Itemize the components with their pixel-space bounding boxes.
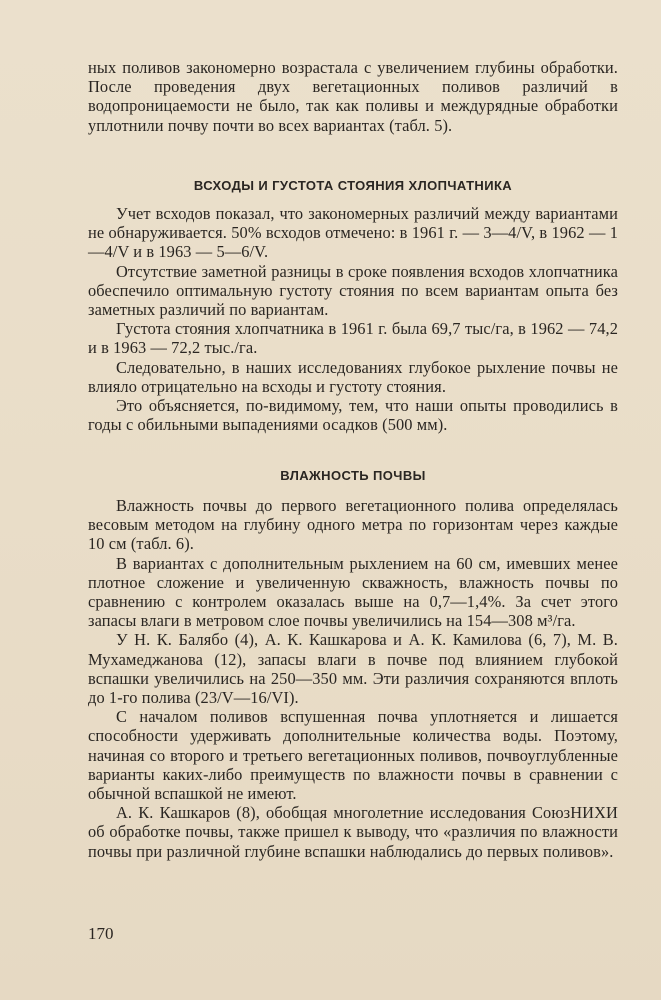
- section-heading-seedlings: ВСХОДЫ И ГУСТОТА СТОЯНИЯ ХЛОПЧАТНИКА: [193, 178, 513, 193]
- paragraph: Следовательно, в наших исследованиях глубокое рыхление почвы не влияло отрицательно на всходы и густоту стояния.: [88, 357, 618, 396]
- intro-paragraph: ных поливов закономерно возрастала с увеличением глубины обработки. После проведения двух вегетационных поливов различий в водопроницаемости не было, так как поливы и междурядные обработки уплотнили почву почти во всех вариантах (табл. 5).: [88, 58, 618, 135]
- paragraph: У Н. К. Балябо (4), А. К. Кашкарова и А. К. Камилова (6, 7), М. В. Мухамеджанова (12), запасы влаги в почве под влиянием глубокой вспашки увеличились на 250—350 мм. Эти различия сохраняются вплоть до 1-го полива (23/V—16/VI).: [88, 630, 618, 708]
- paragraph: В вариантах с дополнительным рыхлением на 60 см, имевших менее плотное сложение и увеличенную скважность, влажность почвы по сравнению с контролем оказалась выше на 0,7—1,4%. За счет этого запасы влаги в метровом слое почвы увеличились на 154—308 м³/га.: [88, 553, 618, 631]
- page-number: 170: [88, 924, 114, 943]
- intro-block: [88, 58, 618, 135]
- paragraph: С началом поливов вспушенная почва уплотняется и лишается способности удерживать дополнительные количества воды. Поэтому, начиная со второго и третьего вегетационных поливов, почвоуглубленные варианты каких-либо преимуществ по влажности почвы в сравнении с обычной вспашкой не имеют.: [88, 707, 618, 804]
- paragraph: Это объясняется, по-видимому, тем, что наши опыты проводились в годы с обильными выпадениями осадков (500 мм).: [88, 396, 618, 435]
- section-heading-moisture: ВЛАЖНОСТЬ ПОЧВЫ: [280, 468, 426, 483]
- paragraph: Влажность почвы до первого вегетационного полива определялась весовым методом на глубину одного метра по горизонтам через каждые 10 см (табл. 6).: [88, 496, 618, 554]
- paragraph: Отсутствие заметной разницы в сроке появления всходов хлопчатника обеспечило оптимальную густоту стояния по всем вариантам опыта без заметных различий по вариантам.: [88, 261, 618, 320]
- paragraph: Учет всходов показал, что закономерных различий между вариантами не обнаруживается. 50% всходов отмечено: в 1961 г. — 3—4/V, в 1962 — 1—4/V и в 1963 — 5—6/V.: [88, 204, 618, 262]
- paragraph: А. К. Кашкаров (8), обобщая многолетние исследования СоюзНИХИ об обработке почвы, также пришел к выводу, что «различия по влажности почвы при различной глубине вспашки наблюдались до первых поливов».: [88, 803, 618, 861]
- paragraph: Густота стояния хлопчатника в 1961 г. была 69,7 тыс/га, в 1962 — 74,2 и в 1963 — 72,2 тыс./га.: [88, 319, 618, 358]
- section-moisture-body: [88, 496, 618, 861]
- section-seedlings-body: [88, 204, 618, 434]
